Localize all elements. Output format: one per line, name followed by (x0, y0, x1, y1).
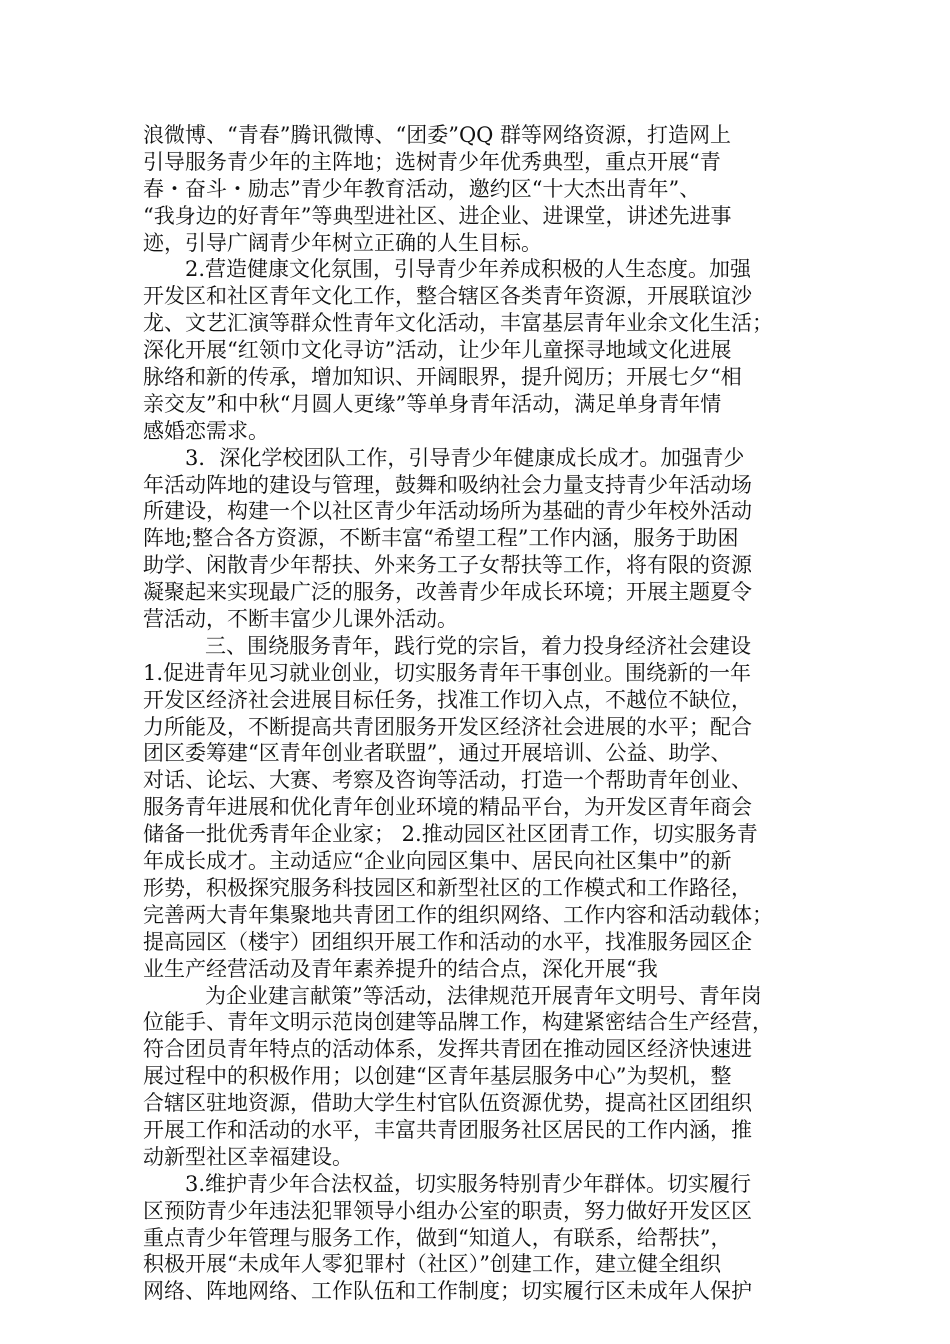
text-line: 合辖区驻地资源，借助大学生村官队伍资源优势，提高社区团组织 (143, 1091, 752, 1116)
document-body (143, 122, 815, 1305)
text-line: 引导服务青少年的主阵地；选树青少年优秀典型，重点开展“青 (143, 149, 721, 174)
text-line: 力所能及，不断提高共青团服务开发区经济社会进展的水平；配合 (143, 714, 752, 739)
document-page (143, 122, 815, 1305)
text-line: 3．深化学校团队工作，引导青少年健康成长成才。加强青少 (185, 445, 745, 470)
text-line: 符合团员青年特点的活动体系，发挥共青团在推动园区经济快速进 (143, 1037, 752, 1062)
text-line: 服务青年进展和优化青年创业环境的精品平台，为开发区青年商会 (143, 795, 752, 820)
text-line: 团区委筹建“区青年创业者联盟”，通过开展培训、公益、助学、 (143, 741, 732, 766)
text-line: 3.维护青少年合法权益，切实服务特别青少年群体。切实履行 (185, 1171, 752, 1196)
text-line: 动新型社区幸福建设。 (143, 1144, 353, 1169)
text-line: 业生产经营活动及青年素养提升的结合点，深化开展“我 (143, 956, 658, 981)
text-line: 感婚恋需求。 (143, 418, 269, 443)
text-line: 提高园区（楼宇）团组织开展工作和活动的水平，找准服务园区企 (143, 929, 752, 954)
text-line: “我身边的好青年”等典型进社区、进企业、进课堂，讲述先进事 (143, 203, 732, 228)
text-line: 年成长成才。主动适应“企业向园区集中、居民向社区集中”的新 (143, 849, 732, 874)
text-line: 2.营造健康文化氛围，引导青少年养成积极的人生态度。加强 (185, 257, 752, 282)
text-line: 深化开展“红领巾文化寻访”活动，让少年儿童探寻地域文化进展 (143, 338, 732, 363)
text-line: 浪微博、“青春”腾讯微博、“团委”QQ 群等网络资源，打造网上 (143, 123, 732, 147)
text-line: 阵地;整合各方资源，不断丰富“希望工程”工作内涵，服务于助困 (143, 526, 739, 551)
text-line: 迹，引导广阔青少年树立正确的人生目标。 (143, 230, 542, 255)
text-line: 区预防青少年违法犯罪领导小组办公室的职责，努力做好开发区区 (143, 1198, 752, 1223)
text-line: 展过程中的积极作用；以创建“区青年基层服务中心”为契机，整 (143, 1064, 732, 1089)
text-line: 春・奋斗・励志”青少年教育活动，邀约区“十大杰出青年”、 (143, 176, 701, 201)
text-line: 亲交友”和中秋“月圆人更缘”等单身青年活动，满足单身青年情 (143, 391, 722, 416)
text-line: 所建设，构建一个以社区青少年活动场所为基础的青少年校外活动 (143, 499, 752, 524)
text-line: 龙、文艺汇演等群众性青年文化活动，丰富基层青年业余文化生活； (143, 311, 773, 336)
text-line: 开发区经济社会进展目标任务，找准工作切入点，不越位不缺位， (143, 687, 752, 712)
text-line: 凝聚起来实现最广泛的服务，改善青少年成长环境；开展主题夏令 (143, 580, 752, 605)
text-line: 重点青少年管理与服务工作，做到“知道人，有联系，给帮扶”， (143, 1225, 732, 1250)
text-line: 位能手、青年文明示范岗创建等品牌工作，构建紧密结合生产经营， (143, 1010, 773, 1035)
text-line: 年活动阵地的建设与管理，鼓舞和吸纳社会力量支持青少年活动场 (143, 472, 752, 497)
text-line: 助学、闲散青少年帮扶、外来务工子女帮扶等工作，将有限的资源 (143, 553, 752, 578)
text-line: 开发区和社区青年文化工作，整合辖区各类青年资源，开展联谊沙 (143, 284, 752, 309)
text-line: 储备一批优秀青年企业家； 2.推动园区社区团青工作，切实服务青 (143, 822, 758, 847)
text-line: 形势，积极探究服务科技园区和新型社区的工作模式和工作路径， (143, 875, 752, 900)
text-line: 脉络和新的传承，增加知识、开阔眼界，提升阅历；开展七夕“相 (143, 365, 742, 390)
text-line: 营活动，不断丰富少儿课外活动。 (143, 607, 458, 632)
text-line: 完善两大青年集聚地共青团工作的组织网络、工作内容和活动载体； (143, 902, 773, 927)
text-line: 对话、论坛、大赛、考察及咨询等活动，打造一个帮助青年创业、 (143, 768, 752, 793)
text-line: 三、围绕服务青年，践行党的宗旨，着力投身经济社会建设 (205, 633, 751, 658)
text-line: 网络、阵地网络、工作队伍和工作制度；切实履行区未成年人保护 (143, 1279, 752, 1304)
text-line: 开展工作和活动的水平，丰富共青团服务社区居民的工作内涵，推 (143, 1117, 752, 1142)
text-line: 积极开展“未成年人零犯罪村（社区）”创建工作，建立健全组织 (143, 1252, 721, 1277)
text-line: 1.促进青年见习就业创业，切实服务青年干事创业。围绕新的一年 (143, 660, 752, 685)
text-line: 为企业建言献策”等活动，法律规范开展青年文明号、青年岗 (205, 983, 762, 1008)
